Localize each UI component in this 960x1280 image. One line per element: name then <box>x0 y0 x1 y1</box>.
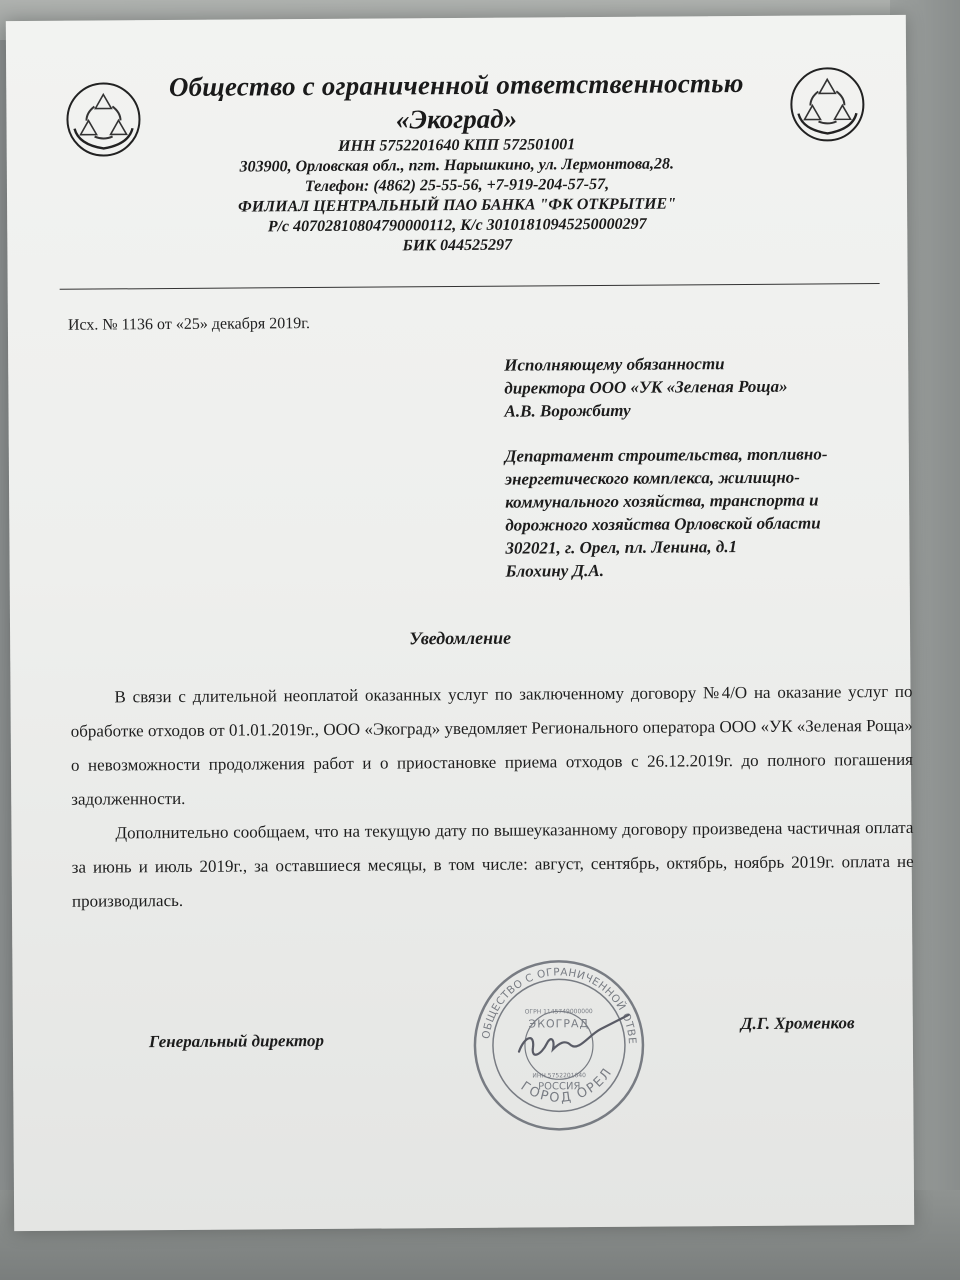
letter-body <box>70 675 914 919</box>
svg-text:ЭКОГРАД: ЭКОГРАД <box>528 1017 590 1031</box>
addressee-line: дорожного хозяйства Орловской области <box>505 513 821 535</box>
org-short-name: «Экоград» <box>395 103 518 135</box>
addressee-line: Исполняющему обязанности <box>504 354 725 375</box>
signer-role: Генеральный директор <box>148 1030 325 1052</box>
letterhead <box>6 65 907 259</box>
addressee-line: коммунального хозяйства, транспорта и <box>505 490 819 512</box>
bank-bik: БИК 044525297 <box>402 236 513 255</box>
svg-text:ИНН 5752201640: ИНН 5752201640 <box>532 1072 586 1080</box>
addressee-line: энергетического комплекса, жилищно- <box>504 467 801 489</box>
bank-accounts: Р/с 40702810804790000112, К/с 30101810945250000297 <box>267 215 647 236</box>
body-paragraph: Дополнительно сообщаем, что на текущую дату по вышеуказанному договору произведена частичная оплата за июнь и июль 2019г., за оставшиеся месяцы, в том числе: август, сентябрь, октябрь, ноябрь 2019г. оплата не производилась. <box>71 817 914 911</box>
addressee-line: А.В. Ворожбиту <box>504 400 631 421</box>
document-title: Уведомление <box>409 627 512 649</box>
body-paragraph: В связи с длительной неоплатой оказанных услуг по заключенному договору №4/О на оказание услуг по обработке отходов от 01.01.2019г., ООО «Экоград» уведомляет Регионального оператора ООО «УК «Зеленая Роща» о невозможности продолжения работ и о приостановке приема отходов с 26.12.2019г. до полного погашения задолженности. <box>70 681 914 809</box>
addressee-spacer <box>505 420 905 445</box>
addressee-block <box>504 351 906 583</box>
addressee-line: Департамент строительства, топливно- <box>504 444 828 466</box>
svg-text:ОГРН 1145749000000: ОГРН 1145749000000 <box>524 1008 593 1016</box>
header-divider <box>60 283 880 290</box>
svg-text:ГОРОД ОРЕЛ: ГОРОД ОРЕЛ <box>517 1064 617 1106</box>
org-address: 303900, Орловская обл., пгт. Нарышкино, ул. Лермонтова,28. <box>239 155 675 176</box>
company-seal <box>468 955 649 1136</box>
outgoing-reference: Исх. № 1136 от «25» декабря 2019г. <box>67 315 310 334</box>
letter-page <box>6 15 914 1231</box>
svg-text:ОБЩЕСТВО С ОГРАНИЧЕННОЙ ОТВЕТС: ОБЩЕСТВО С ОГРАНИЧЕННОЙ ОТВЕТСТВЕННОСТЬЮ <box>480 966 639 1045</box>
addressee-line: 302021, г. Орел, пл. Ленина, д.1 <box>505 537 738 558</box>
org-name: Общество с ограниченной ответственностью <box>168 68 744 103</box>
org-phone: Телефон: (4862) 25-55-56, +7-919-204-57-57, <box>304 175 610 196</box>
signer-name: Д.Г. Хроменков <box>740 1013 855 1034</box>
inn-kpp: ИНН 5752201640 КПП 572501001 <box>338 136 576 155</box>
svg-text:РОССИЯ: РОССИЯ <box>538 1081 581 1093</box>
addressee-line: Блохину Д.А. <box>505 560 605 581</box>
bank-name: ФИЛИАЛ ЦЕНТРАЛЬНЫЙ ПАО БАНКА "ФК ОТКРЫТИЕ" <box>238 195 677 216</box>
addressee-line: директора ООО «УК «Зеленая Роща» <box>504 376 788 398</box>
